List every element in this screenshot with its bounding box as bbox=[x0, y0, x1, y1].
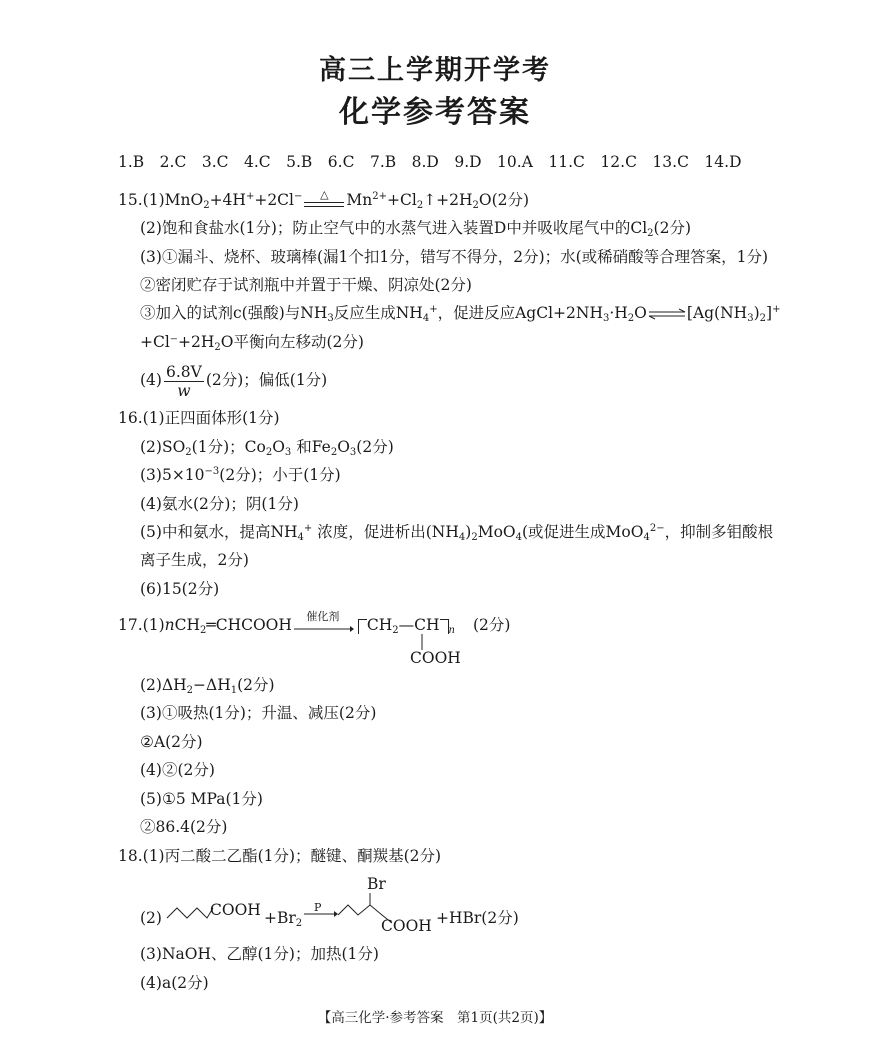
q18-part2-label: (2) bbox=[140, 909, 162, 927]
page-footer: 【高三化学·参考答案 第1页(共2页)】 bbox=[317, 1010, 553, 1026]
q17-part3-1: (3)①吸热(1分)；升温、减压(2分) bbox=[140, 704, 377, 722]
reversible-arrow bbox=[647, 308, 687, 320]
q15-part1: 15.(1)MnO$_2$+4H++2Cl− △ $Mn^{2+}+Cl_2↑+2H_2O(2$分) bbox=[118, 188, 530, 211]
q17-part5-2: ②86.4(2分) bbox=[140, 818, 228, 836]
reaction-arrow bbox=[304, 910, 338, 918]
q18-part1: 18.(1)丙二酸二乙酯(1分)；醚键、酮羰基(2分) bbox=[118, 847, 442, 865]
product-cooh: COOH bbox=[381, 917, 432, 935]
q18-part4: (4)a(2分) bbox=[140, 974, 209, 992]
q17-part4: (4)②(2分) bbox=[140, 761, 215, 779]
polymer-bracket-left bbox=[358, 619, 367, 634]
polymer-cooh: COOH bbox=[410, 649, 461, 667]
q16-part2: $(2)SO_2(1$分)；$Co_2O_3$ 和$Fe_2O_3(2$分) bbox=[140, 438, 394, 458]
q15-part2: (2)饱和食盐水(1分)；防止空气中的水蒸气进入装置D中并吸收尾气中的$Cl_2(2$分) bbox=[140, 219, 692, 239]
q15-part3-2: ②密闭贮存于试剂瓶中并置于干燥、阴凉处(2分) bbox=[140, 276, 472, 294]
pentanoic-acid-skeleton bbox=[165, 896, 215, 926]
reactant-cooh: COOH bbox=[210, 901, 261, 919]
q17-part2: $(2)\Delta H_2-\Delta H_1(2$分) bbox=[140, 676, 275, 696]
q15-part3-4: $+Cl^-+2H_2O$平衡向左移动(2分) bbox=[140, 333, 364, 353]
q16-part5: (5)中和氨水，提高$NH_4^+$ 浓度，促进析出$(NH_4)_2MoO_4$(或促进生成MoO$_4^{2-}$，抑制多钼酸根 bbox=[140, 523, 774, 543]
q16-part1: 16.(1)正四面体形(1分) bbox=[118, 409, 280, 427]
polymer-bracket-right bbox=[440, 619, 449, 634]
bromine-reagent: $+Br_2$ bbox=[264, 909, 303, 929]
catalyst-arrow: 催化剂 bbox=[292, 615, 354, 637]
heat-equals-arrow: △ bbox=[302, 191, 346, 211]
fraction: $\frac{6.8V}{w}$ bbox=[165, 362, 202, 400]
product-br: Br bbox=[367, 875, 386, 893]
page-subtitle: 化学参考答案 bbox=[339, 95, 531, 130]
q16-part5-cont: 离子生成，2分) bbox=[140, 551, 249, 569]
q17-part1: 17.(1)nCH$_2$═CHCOOH 催化剂 $CH_2—CH$ $_n$ (2分) bbox=[118, 610, 511, 636]
q16-part4: (4)氨水(2分)；阴(1分) bbox=[140, 495, 299, 513]
phosphorus-catalyst: P bbox=[314, 901, 322, 914]
q16-part6: (6)15(2分) bbox=[140, 580, 220, 598]
q17-part5-1: (5)①5 MPa(1分) bbox=[140, 790, 263, 808]
q15-part3-3: ③加入的试剂c(强酸)与$NH_3$反应生成$NH_4^+$，促进反应$AgCl+2NH_3\cdot H_2O$ $[Ag(NH_3)_2]^+$ bbox=[140, 304, 781, 324]
q15-part3-1: (3)①漏斗、烧杯、玻璃棒(漏1个扣1分，错写不得分，2分)；水(或稀硝酸等合理答案，1分) bbox=[140, 248, 769, 266]
choice-answers: 1.B 2.C 3.C 4.C 5.B 6.C 7.B 8.D 9.D 10.A 11.C 12.C 13.C 14.D bbox=[118, 153, 742, 171]
q15-part4: (4) $\frac{6.8V}{w}$ (2分)；偏低(1分) bbox=[140, 362, 328, 400]
q18-part3: (3)NaOH、乙醇(1分)；加热(1分) bbox=[140, 945, 379, 963]
page-title: 高三上学期开学考 bbox=[319, 55, 551, 86]
hbr-product: +HBr(2分) bbox=[436, 909, 519, 927]
q16-part3: $(3)5\times 10^{-3}(2$分)；小于(1分) bbox=[140, 466, 341, 484]
q17-part3-2: ②A(2分) bbox=[140, 733, 203, 751]
